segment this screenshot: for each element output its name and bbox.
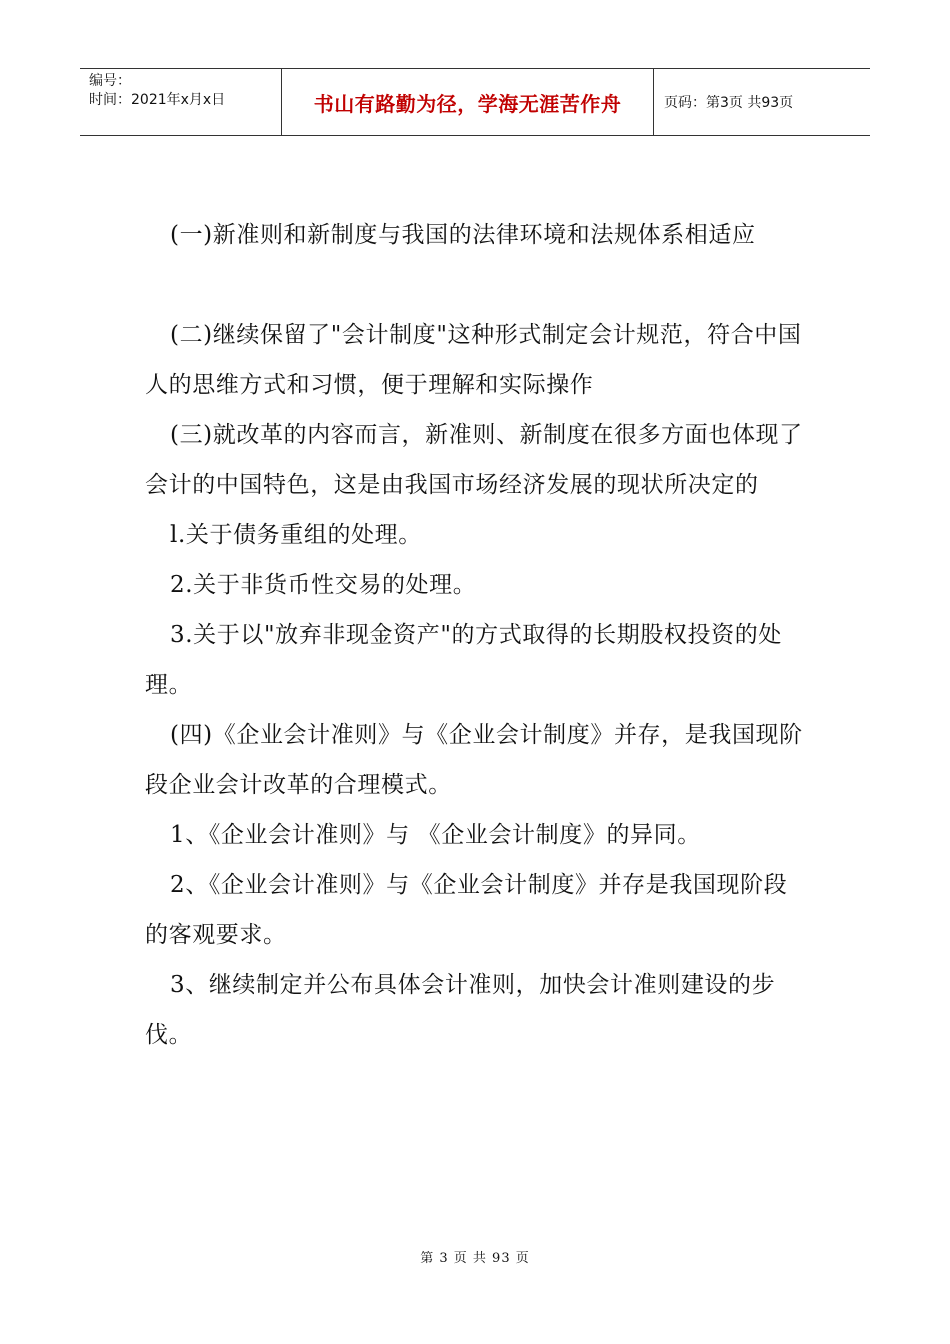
list-item-3: 3.关于以"放弃非现金资产"的方式取得的长期股权投资的处理。 <box>145 622 782 698</box>
header-page-info: 页码：第3页 共93页 <box>664 95 794 111</box>
sub-item-1: 1、《企业会计准则》与 《企业会计制度》的异同。 <box>170 822 701 848</box>
document-number-label: 编号： <box>89 73 131 89</box>
paragraph-1: (一)新准则和新制度与我国的法律环境和法规体系相适应 <box>170 222 756 248</box>
page-header <box>80 68 870 136</box>
document-date-label: 时间：2021年x月x日 <box>89 92 226 108</box>
paragraph-4: (四)《企业会计准则》与《企业会计制度》并存，是我国现阶段企业会计改革的合理模式。 <box>145 722 803 798</box>
paragraph-3: (三)就改革的内容而言，新准则、新制度在很多方面也体现了会计的中国特色，这是由我国市场经济发展的现状所决定的 <box>145 422 803 498</box>
list-item-2: 2.关于非货币性交易的处理。 <box>170 572 477 598</box>
document-body <box>145 210 810 1060</box>
sub-item-3: 3、继续制定并公布具体会计准则，加快会计准则建设的步伐。 <box>145 972 776 1048</box>
page-footer: 第 3 页 共 93 页 <box>420 1251 530 1266</box>
list-item-1: l.关于债务重组的处理。 <box>170 522 422 548</box>
header-meta <box>80 69 282 135</box>
header-motto: 书山有路勤为径，学海无涯苦作舟 <box>282 69 654 135</box>
paragraph-2: (二)继续保留了"会计制度"这种形式制定会计规范，符合中国人的思维方式和习惯，便于理解和实际操作 <box>145 322 802 398</box>
sub-item-2: 2、《企业会计准则》与《企业会计制度》并存是我国现阶段的客观要求。 <box>145 872 788 948</box>
